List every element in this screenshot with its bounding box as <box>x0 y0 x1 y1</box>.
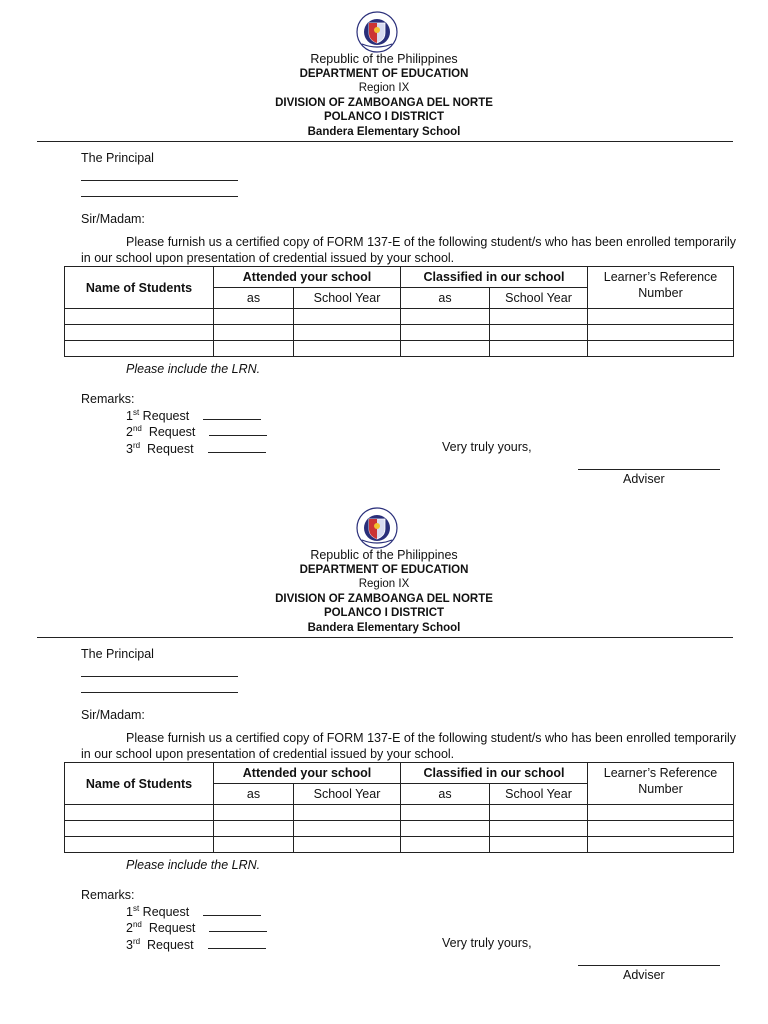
division-line: DIVISION OF ZAMBOANGA DEL NORTE <box>275 592 493 605</box>
request-3: 3rd Request <box>126 441 266 456</box>
table-cell[interactable] <box>588 325 734 341</box>
addressee: The Principal <box>81 647 154 661</box>
request-1: 1st Request <box>126 408 261 423</box>
table-cell[interactable] <box>490 309 588 325</box>
lrn-header: Learner’s Reference Number <box>588 267 734 309</box>
school-line: Bandera Elementary School <box>307 621 461 634</box>
name-of-students-header: Name of Students <box>65 763 214 805</box>
request-2-blank[interactable] <box>209 425 267 436</box>
attended-header: Attended your school <box>214 763 401 784</box>
attended-year-header: School Year <box>294 784 401 805</box>
classified-as-header: as <box>401 288 490 309</box>
table-cell[interactable] <box>214 325 294 341</box>
table-cell[interactable] <box>490 837 588 853</box>
address-blank-1[interactable] <box>81 667 238 677</box>
body-paragraph: Please furnish us a certified copy of FORM 137-E of the following student/s who has been enrolled temporarily in our school upon presentation of credential issued by your school. <box>81 235 737 265</box>
request-2-blank[interactable] <box>209 921 267 932</box>
addressee: The Principal <box>81 151 154 165</box>
signatory-title: Adviser <box>623 472 665 486</box>
request-1-blank[interactable] <box>203 409 261 420</box>
salutation: Sir/Madam: <box>81 212 145 226</box>
table-cell[interactable] <box>490 821 588 837</box>
request-form-top <box>0 0 768 498</box>
remarks-label: Remarks: <box>81 888 135 902</box>
table-cell[interactable] <box>401 821 490 837</box>
table-cell[interactable] <box>401 325 490 341</box>
classified-year-header: School Year <box>490 784 588 805</box>
table-cell[interactable] <box>401 309 490 325</box>
country-line: Republic of the Philippines <box>310 548 458 562</box>
request-3-blank[interactable] <box>208 442 266 453</box>
table-cell[interactable] <box>401 805 490 821</box>
table-cell[interactable] <box>294 325 401 341</box>
address-blank-1[interactable] <box>81 171 238 181</box>
attended-year-header: School Year <box>294 288 401 309</box>
header-divider <box>37 637 733 638</box>
classified-header: Classified in our school <box>401 763 588 784</box>
district-line: POLANCO I DISTRICT <box>323 111 445 124</box>
students-table <box>64 266 734 357</box>
table-cell[interactable] <box>65 821 214 837</box>
request-3: 3rd Request <box>126 937 266 952</box>
header-divider <box>37 141 733 142</box>
table-row <box>65 821 734 837</box>
table-cell[interactable] <box>294 309 401 325</box>
request-1: 1st Request <box>126 904 261 919</box>
address-blank-2[interactable] <box>81 683 238 693</box>
table-cell[interactable] <box>65 325 214 341</box>
table-cell[interactable] <box>294 837 401 853</box>
table-cell[interactable] <box>214 341 294 357</box>
division-line: DIVISION OF ZAMBOANGA DEL NORTE <box>275 96 493 109</box>
signature-line[interactable] <box>578 957 720 966</box>
classified-header: Classified in our school <box>401 267 588 288</box>
signature-line[interactable] <box>578 461 720 470</box>
request-2: 2nd Request <box>126 920 267 935</box>
request-3-blank[interactable] <box>208 938 266 949</box>
table-cell[interactable] <box>214 821 294 837</box>
classified-year-header: School Year <box>490 288 588 309</box>
table-cell[interactable] <box>214 805 294 821</box>
table-row <box>65 325 734 341</box>
address-blank-2[interactable] <box>81 187 238 197</box>
attended-header: Attended your school <box>214 267 401 288</box>
table-cell[interactable] <box>588 821 734 837</box>
deped-seal-icon <box>349 11 405 53</box>
deped-seal-icon <box>349 507 405 549</box>
body-paragraph: Please furnish us a certified copy of FORM 137-E of the following student/s who has been enrolled temporarily in our school upon presentation of credential issued by your school. <box>81 731 737 761</box>
district-line: POLANCO I DISTRICT <box>323 607 445 620</box>
letterhead <box>0 548 768 636</box>
school-line: Bandera Elementary School <box>307 125 461 138</box>
lrn-note: Please include the LRN. <box>126 362 261 376</box>
table-cell[interactable] <box>65 805 214 821</box>
request-1-blank[interactable] <box>203 905 261 916</box>
table-cell[interactable] <box>588 837 734 853</box>
table-cell[interactable] <box>294 821 401 837</box>
table-cell[interactable] <box>490 341 588 357</box>
signatory-title: Adviser <box>623 968 665 982</box>
department-line: DEPARTMENT OF EDUCATION <box>299 67 469 80</box>
attended-as-header: as <box>214 288 294 309</box>
table-cell[interactable] <box>401 837 490 853</box>
country-line: Republic of the Philippines <box>310 52 458 66</box>
table-cell[interactable] <box>588 341 734 357</box>
table-cell[interactable] <box>65 309 214 325</box>
table-cell[interactable] <box>294 341 401 357</box>
table-cell[interactable] <box>214 309 294 325</box>
closing: Very truly yours, <box>442 440 532 454</box>
table-cell[interactable] <box>214 837 294 853</box>
table-cell[interactable] <box>490 805 588 821</box>
attended-as-header: as <box>214 784 294 805</box>
lrn-header: Learner’s Reference Number <box>588 763 734 805</box>
classified-as-header: as <box>401 784 490 805</box>
lrn-note: Please include the LRN. <box>126 858 261 872</box>
letterhead <box>0 52 768 140</box>
table-cell[interactable] <box>588 805 734 821</box>
request-form-bottom <box>0 496 768 994</box>
table-cell[interactable] <box>65 341 214 357</box>
table-row <box>65 837 734 853</box>
salutation: Sir/Madam: <box>81 708 145 722</box>
table-cell[interactable] <box>588 309 734 325</box>
students-table <box>64 762 734 853</box>
request-2: 2nd Request <box>126 424 267 439</box>
table-cell[interactable] <box>294 805 401 821</box>
table-row <box>65 805 734 821</box>
region-line: Region IX <box>358 82 410 95</box>
name-of-students-header: Name of Students <box>65 267 214 309</box>
closing: Very truly yours, <box>442 936 532 950</box>
region-line: Region IX <box>358 578 410 591</box>
remarks-label: Remarks: <box>81 392 135 406</box>
table-row <box>65 341 734 357</box>
department-line: DEPARTMENT OF EDUCATION <box>299 563 469 576</box>
table-cell[interactable] <box>401 341 490 357</box>
table-row <box>65 309 734 325</box>
table-cell[interactable] <box>65 837 214 853</box>
table-cell[interactable] <box>490 325 588 341</box>
